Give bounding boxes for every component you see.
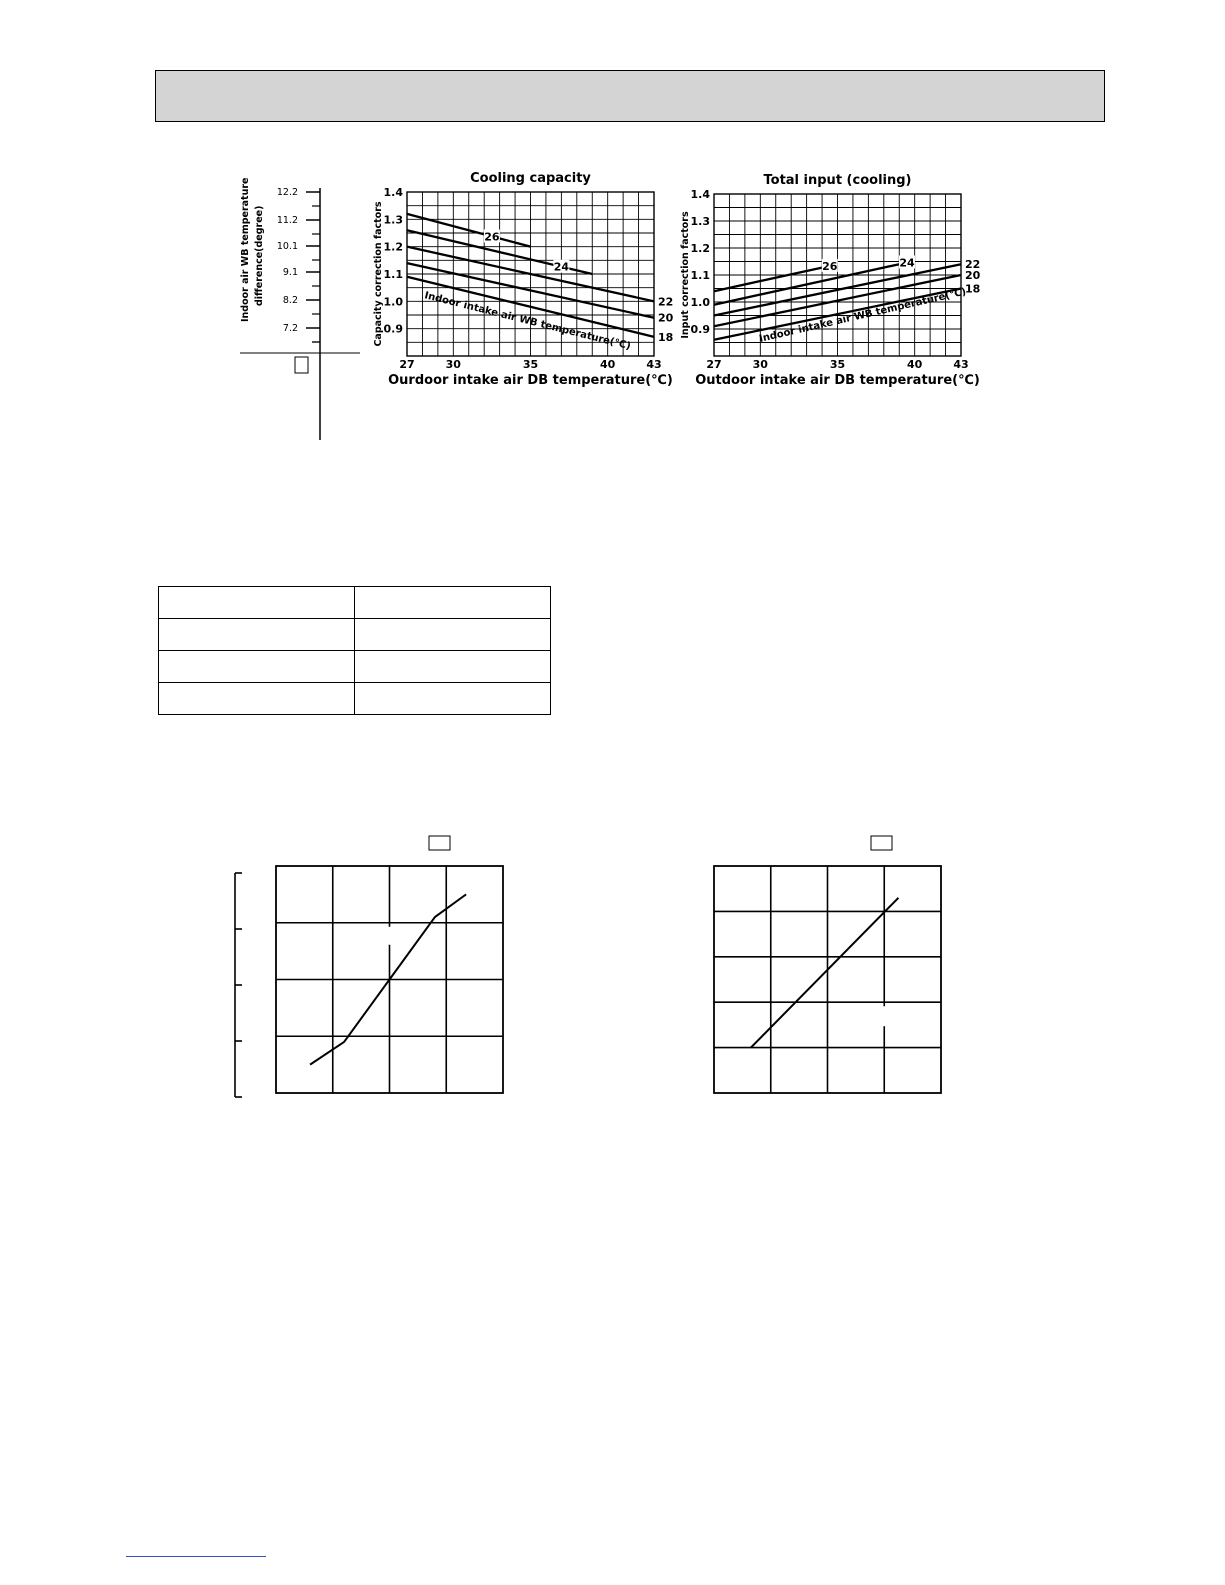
series-label: 18: [658, 330, 674, 344]
legend-box: [429, 836, 450, 850]
table-cell: [159, 619, 355, 651]
y-axis-label: Capacity correction factors: [373, 201, 384, 347]
scale-tick-label: 8.2: [282, 295, 298, 306]
chart-title: Total input (cooling): [763, 173, 912, 188]
x-axis-label: Outdoor intake air DB temperature(℃): [695, 373, 980, 388]
scale-tick-label: 7.2: [282, 323, 298, 334]
y-tick-label: 1.4: [383, 186, 403, 199]
table-cell: [355, 619, 551, 651]
x-axis-label: Ourdoor intake air DB temperature(℃): [388, 373, 673, 388]
x-tick-label: 27: [706, 358, 722, 371]
specification-table: [158, 586, 551, 715]
y-tick-label: 1.0: [690, 296, 710, 309]
series-label: 22: [658, 295, 674, 309]
footer-link-underline[interactable]: [126, 1556, 266, 1557]
y-tick-label: 0.9: [383, 322, 403, 336]
table-row: [159, 587, 551, 619]
series-label: 24: [899, 256, 915, 270]
wb-difference-scale: [240, 74, 360, 440]
series-line: [751, 898, 899, 1048]
x-tick-label: 40: [907, 358, 923, 371]
lower-left-grid-chart: [235, 836, 503, 1097]
scale-tick-label: 10.1: [276, 241, 298, 252]
y-tick-label: 1.1: [383, 268, 403, 281]
x-tick-label: 35: [522, 358, 539, 371]
table-cell: [159, 651, 355, 683]
x-tick-label: 43: [646, 358, 662, 371]
legend-box: [871, 836, 892, 850]
annotation-label: Indoor intake air WB temperature(℃): [423, 290, 632, 353]
y-tick-label: 1.1: [690, 269, 710, 282]
scale-tick-label: 12.2: [276, 187, 298, 198]
series-label: 26: [484, 230, 500, 244]
scale-tick-label: 9.1: [282, 267, 298, 278]
table-cell: [159, 683, 355, 715]
scale-axis-label-line1-visible: Indoor air WB temperature: [240, 177, 251, 322]
x-tick-label: 43: [953, 358, 969, 371]
series-label: 18: [965, 282, 981, 296]
table-cell: [159, 587, 355, 619]
table-cell: [355, 651, 551, 683]
x-tick-label: 40: [600, 358, 616, 371]
scale-axis-label-line2-visible: difference(degree): [254, 205, 265, 306]
series-label: 26: [822, 259, 838, 273]
y-tick-label: 1.3: [690, 215, 710, 228]
series-label: 20: [658, 311, 674, 325]
table-row: [159, 683, 551, 715]
table-cell: [355, 587, 551, 619]
table-row: [159, 619, 551, 651]
y-tick-label: 1.4: [690, 188, 710, 201]
x-tick-label: 30: [752, 358, 768, 371]
table-row: [159, 651, 551, 683]
x-tick-label: 27: [399, 358, 415, 371]
y-tick-label: 1.3: [383, 213, 403, 227]
y-tick-label: 0.9: [690, 323, 710, 336]
series-label: 24: [553, 260, 570, 274]
y-tick-label: 1.2: [690, 242, 710, 255]
grid-gap: [881, 1006, 887, 1026]
y-axis-label: Input correction factors: [680, 211, 691, 339]
grid-gap: [387, 927, 393, 945]
y-tick-label: 1.2: [383, 240, 403, 254]
series-label: 22: [965, 258, 981, 272]
annotation-label: Indoor intake air WB temperature(℃): [758, 286, 968, 345]
scale-tick-label: 11.2: [276, 215, 298, 226]
chart-title: Cooling capacity: [470, 171, 591, 186]
total-input-chart: [680, 173, 981, 388]
x-tick-label: 30: [445, 358, 461, 371]
series-label: 20: [965, 269, 981, 282]
y-tick-label: 1.0: [383, 295, 403, 309]
lower-right-grid-chart: [714, 836, 941, 1093]
cooling-capacity-chart: [373, 171, 674, 388]
x-tick-label: 35: [829, 358, 846, 371]
table-cell: [355, 683, 551, 715]
